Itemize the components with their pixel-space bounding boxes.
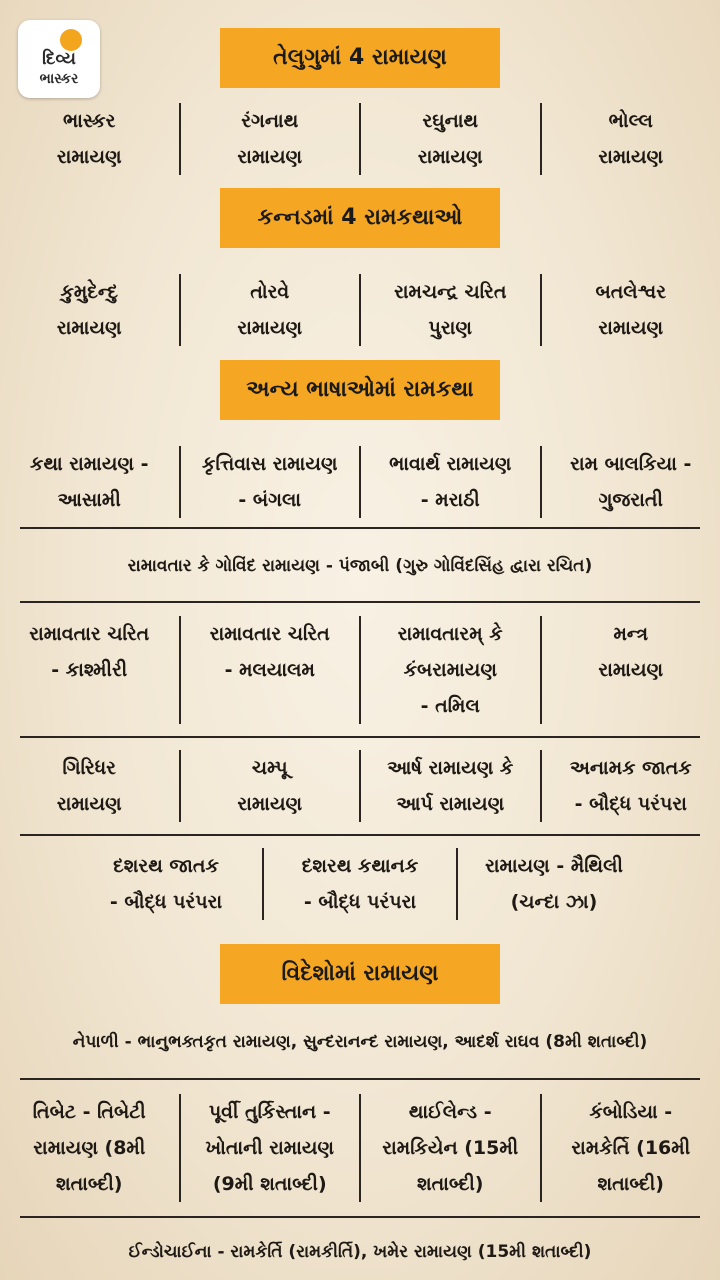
section-title-kannada: કન્નડમાં 4 રામકથાઓ <box>220 188 500 248</box>
others-item: અનામક જાતક - બૌદ્ધ પરંપરા <box>569 757 692 815</box>
others-item: રામાયણ - મૈથિલી (ચન્દા ઝા) <box>485 855 623 913</box>
kannada-item: તોરવે રામાયણ <box>237 281 303 339</box>
others-item: ગિરિધર રામાયણ <box>56 757 122 815</box>
sun-icon <box>60 29 82 51</box>
abroad-item: થાઈલેન્ડ - રામકિયેન (15મી શતાબ્દી) <box>382 1101 519 1195</box>
section-title-abroad: વિદેશોમાં રામાયણ <box>220 944 500 1004</box>
kannada-item: કુમુદેન્દુ રામાયણ <box>56 281 122 339</box>
telugu-item: રઘુનાથ રામાયણ <box>417 110 483 168</box>
abroad-item: કંબોડિયા - રામકેર્તિ (16મી શતાબ્દી) <box>571 1101 691 1195</box>
kannada-item: રામચન્દ્ર ચરિત પુરાણ <box>394 281 507 339</box>
section-title-others: અન્ય ભાષાઓમાં રામકથા <box>220 360 500 420</box>
telugu-item: ભાસ્કર રામાયણ <box>56 110 122 168</box>
others-row-4 <box>70 848 650 920</box>
divider <box>20 1078 700 1080</box>
section-title-telugu: તેલુગુમાં 4 રામાયણ <box>220 28 500 88</box>
others-row-2 <box>0 616 720 724</box>
others-item: રામાવતારમ્ કે કંબરામાયણ - તમિલ <box>397 623 503 717</box>
others-row-1 <box>0 446 720 518</box>
others-full-line: રામાવતાર કે ગોવિંદ રામાયણ - પંજાબી (ગુરુ ગોવિંદસિંહ દ્વારા રચિત) <box>127 556 593 576</box>
others-item: ચમ્પૂ રામાયણ <box>237 757 303 815</box>
others-item: ભાવાર્થ રામાયણ - મરાઠી <box>389 453 512 511</box>
abroad-row <box>0 1094 720 1202</box>
abroad-item: તિબેટ - તિબેટી રામાયણ (8મી શતાબ્દી) <box>32 1101 146 1195</box>
brand-logo <box>18 20 100 98</box>
telugu-row <box>0 103 720 175</box>
divider <box>20 736 700 738</box>
kannada-item: બતલેશ્વર રામાયણ <box>595 281 667 339</box>
others-row-3 <box>0 750 720 822</box>
others-item: રામ બાલકિયા - ગુજરાતી <box>570 453 692 511</box>
brand-line-1: દિવ્ય <box>42 49 76 69</box>
others-item: રામાવતાર ચરિત - મલયાલમ <box>209 623 330 681</box>
divider <box>20 601 700 603</box>
divider <box>20 1216 700 1218</box>
others-item: મન્ત્ર રામાયણ <box>598 623 664 681</box>
telugu-item: ભોલ્લ રામાયણ <box>598 110 664 168</box>
others-item: દશરથ કથાનક - બૌદ્ધ પરંપરા <box>301 855 419 913</box>
kannada-row <box>0 274 720 346</box>
others-item: રામાવતાર ચરિત - કાશ્મીરી <box>29 623 150 681</box>
others-item: દશરથ જાતક - બૌદ્ધ પરંપરા <box>109 855 223 913</box>
abroad-full-line-1: નેપાળી - ભાનુભક્તકૃત રામાયણ, સુન્દરાનન્દ રામાયણ, આદર્શ રાઘવ (8મી શતાબ્દી) <box>72 1032 648 1052</box>
abroad-full-line-2: ઈન્ડોચાઈના - રામકેર્તિ (રામકીર્તિ), ખમેર રામાયણ (15મી શતાબ્દી) <box>128 1242 592 1262</box>
telugu-item: રંગનાથ રામાયણ <box>237 110 303 168</box>
divider <box>20 527 700 529</box>
others-item: આર્ષ રામાયણ કે આર્પ રામાયણ <box>387 757 514 815</box>
abroad-item: પૂર્વી તુર્કિસ્તાન - ખોતાની રામાયણ (9મી શતાબ્દી) <box>205 1101 334 1195</box>
brand-line-2: ભાસ્કર <box>39 71 79 87</box>
divider <box>20 834 700 836</box>
others-item: કૃત્તિવાસ રામાયણ - બંગલા <box>202 453 338 511</box>
others-item: કથા રામાયણ - આસામી <box>30 453 149 511</box>
